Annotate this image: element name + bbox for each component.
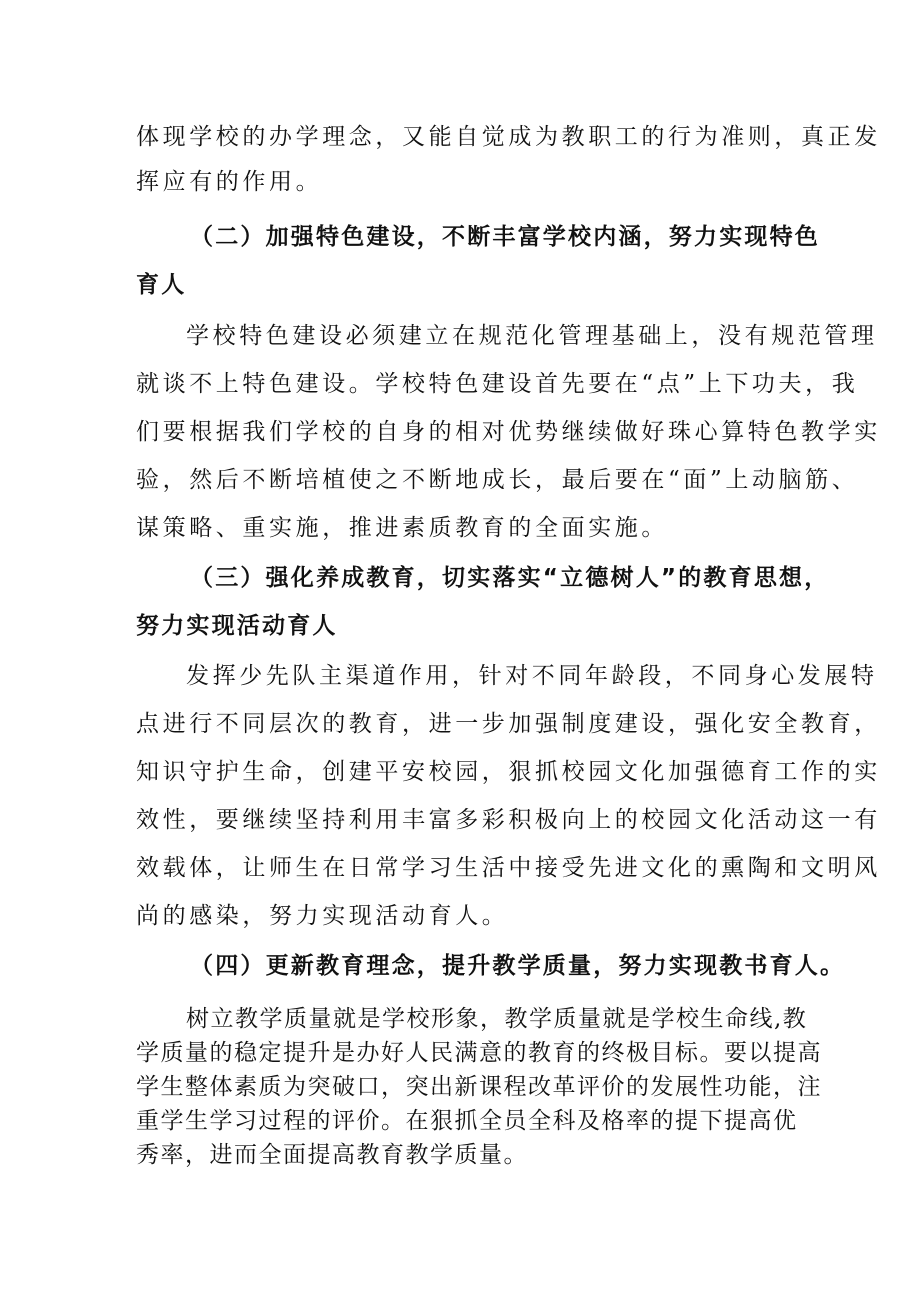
paragraph-line: 学生整体素质为突破口，突出新课程改革评价的发展性功能，注 bbox=[136, 1074, 822, 1100]
paragraph-line: 学校特色建设必须建立在规范化管理基础上，没有规范管理 bbox=[186, 323, 878, 349]
paragraph-line: 秀率，进而全面提高教育教学质量。 bbox=[136, 1142, 528, 1168]
intro-line: 体现学校的办学理念，又能自觉成为教职工的行为准则，真正发 bbox=[136, 124, 881, 150]
paragraph-line: 效载体，让师生在日常学习生活中接受先进文化的熏陶和文明风 bbox=[136, 855, 881, 881]
paragraph-line: 效性，要继续坚持利用丰富多彩积极向上的校园文化活动这一有 bbox=[136, 807, 881, 833]
paragraph-line: 点进行不同层次的教育，进一步加强制度建设，强化安全教育， bbox=[136, 711, 881, 737]
paragraph-line: 谋策略、重实施，推进素质教育的全面实施。 bbox=[136, 515, 668, 541]
paragraph-line: 发挥少先队主渠道作用，针对不同年龄段，不同身心发展特 bbox=[186, 663, 878, 689]
paragraph-line: 就谈不上特色建设。学校特色建设首先要在“点”上下功夫，我 bbox=[136, 371, 859, 397]
paragraph-line: 尚的感染，努力实现活动育人。 bbox=[136, 903, 509, 929]
paragraph-line: 学质量的稳定提升是办好人民满意的教育的终极目标。要以提高 bbox=[136, 1040, 822, 1066]
section-heading-3-cont: 努力实现活动育人 bbox=[136, 613, 338, 639]
section-heading-3: （三）强化养成教育，切实落实“立德树人”的教育思想， bbox=[190, 565, 830, 591]
paragraph-line: 验，然后不断培植使之不断地成长，最后要在“面”上动脑筋、 bbox=[136, 467, 859, 493]
paragraph-line: 树立教学质量就是学校形象，教学质量就是学校生命线,教 bbox=[186, 1006, 808, 1032]
paragraph-line: 知识守护生命，创建平安校园，狠抓校园文化加强德育工作的实 bbox=[136, 759, 881, 785]
paragraph-line: 重学生学习过程的评价。在狠抓全员全科及格率的提下提高优 bbox=[136, 1108, 798, 1134]
section-heading-4: （四）更新教育理念，提升教学质量，努力实现教书育人。 bbox=[190, 953, 846, 979]
section-heading-2: （二）加强特色建设，不断丰富学校内涵，努力实现特色 bbox=[190, 224, 820, 250]
paragraph-line: 们要根据我们学校的自身的相对优势继续做好珠心算特色教学实 bbox=[136, 419, 881, 445]
intro-line: 挥应有的作用。 bbox=[136, 169, 323, 195]
section-heading-2-cont: 育人 bbox=[136, 272, 187, 298]
